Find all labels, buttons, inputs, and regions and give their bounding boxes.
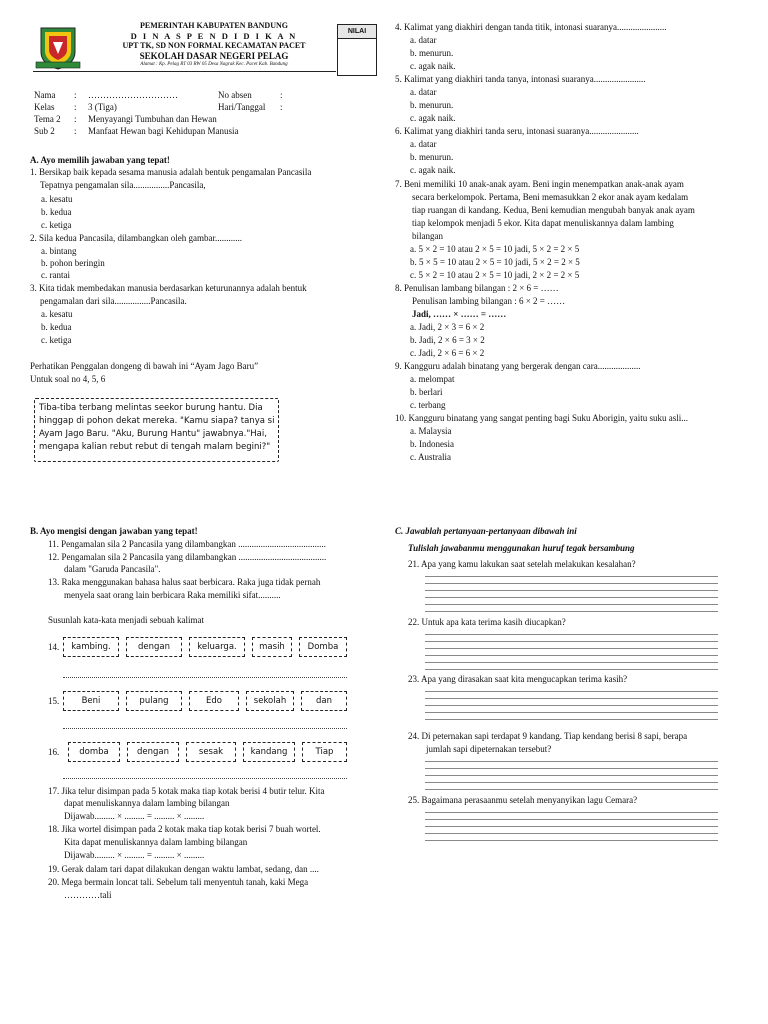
answer-line[interactable] bbox=[425, 662, 718, 663]
option[interactable]: c. Australia bbox=[410, 452, 451, 462]
question-17: 17. Jika telur disimpan pada 5 kotak maka tiap kotak berisi 4 butir telur. Kita bbox=[48, 786, 325, 796]
question-8-cont: Jadi, …… × …… = …… bbox=[412, 309, 507, 319]
question-7-cont: bilangan bbox=[412, 231, 443, 241]
option[interactable]: a. Malaysia bbox=[410, 426, 452, 436]
question-13-cont: menyela saat orang lain berbicara Raka memiliki sifat.......... bbox=[64, 590, 281, 600]
section-a-title: A. Ayo memilih jawaban yang tepat! bbox=[30, 155, 170, 165]
question-7-cont: tiap kelompok menjadi 5 ekor. Kita dapat menuliskannya dalam lambing bbox=[412, 218, 674, 228]
question-7: 7. Beni memiliki 10 anak-anak ayam. Beni ingin menempatkan anak-anak ayam bbox=[395, 179, 684, 189]
story-line: hinggap di pohon dekat mereka. "Kamu siapa? tanya si bbox=[39, 416, 275, 426]
question-2: 2. Sila kedua Pancasila, dilambangkan oleh gambar............ bbox=[30, 233, 242, 243]
answer-line[interactable] bbox=[425, 648, 718, 649]
option[interactable]: b. kedua bbox=[41, 322, 72, 332]
score-box bbox=[337, 24, 377, 76]
question-18-cont: Kita dapat menuliskannya dalam lambing bilangan bbox=[64, 837, 248, 847]
option[interactable]: b. menurun. bbox=[410, 100, 454, 110]
answer-line[interactable] bbox=[425, 712, 718, 713]
question-12: 12. Pengamalan sila 2 Pancasila yang dilambangkan ....................................... bbox=[48, 552, 327, 562]
answer-line[interactable] bbox=[425, 826, 718, 827]
word-card[interactable]: sekolah bbox=[246, 691, 294, 711]
hari-label: Hari/Tanggal bbox=[218, 102, 266, 112]
question-4: 4. Kalimat yang diakhiri dengan tanda titik, intonasi suaranya...................... bbox=[395, 22, 667, 32]
answer-line[interactable] bbox=[425, 669, 718, 670]
question-7-cont: tiap ruangan di kandang. Kedua, Beni kemudian mengubah banyak anak ayam bbox=[412, 205, 695, 215]
question-16: 16. bbox=[48, 747, 60, 757]
word-card[interactable]: dan bbox=[301, 691, 347, 711]
nama-field[interactable]: ………………………… bbox=[88, 90, 178, 100]
header-line-3: UPT TK, SD NON FORMAL KECAMATAN PACET bbox=[122, 41, 306, 50]
question-20: 20. Mega bermain loncat tali. Sebelum tali menyentuh tanah, kaki Mega bbox=[48, 877, 309, 887]
question-24-cont: jumlah sapi dipeternakan tersebut? bbox=[426, 744, 552, 754]
question-18: 18. Jika wortel disimpan pada 2 kotak maka tiap kotak berisi 7 buah wortel. bbox=[48, 824, 321, 834]
word-card[interactable]: Beni bbox=[63, 691, 119, 711]
option[interactable]: a. datar bbox=[410, 35, 437, 45]
question-3: 3. Kita tidak membedakan manusia berdasarkan keturunannya adalah bentuk bbox=[30, 283, 307, 293]
answer-line[interactable] bbox=[425, 705, 718, 706]
answer-line[interactable] bbox=[425, 833, 718, 834]
header-line-2: D I N A S P E N D I D I K A N bbox=[130, 31, 298, 41]
colon: : bbox=[280, 90, 283, 100]
header-school-name: SEKOLAH DASAR NEGERI PELAG bbox=[139, 51, 289, 61]
score-label: NILAI bbox=[338, 25, 376, 39]
sub-value: Manfaat Hewan bagi Kehidupan Manusia bbox=[88, 126, 239, 136]
question-8: 8. Penulisan lambang bilangan : 2 × 6 = …… bbox=[395, 283, 559, 293]
question-8-cont: Penulisan lambing bilangan : 6 × 2 = …… bbox=[412, 296, 566, 306]
answer-line[interactable] bbox=[425, 819, 718, 820]
option[interactable]: b. berlari bbox=[410, 387, 443, 397]
answer-line[interactable] bbox=[63, 677, 347, 678]
answer-line[interactable] bbox=[425, 597, 718, 598]
option[interactable]: b. kedua bbox=[41, 207, 72, 217]
option[interactable]: a. melompat bbox=[410, 374, 455, 384]
word-card[interactable]: masih bbox=[252, 637, 292, 657]
answer-line[interactable] bbox=[425, 812, 718, 813]
answer-line[interactable] bbox=[425, 782, 718, 783]
answer-line[interactable] bbox=[63, 728, 347, 729]
word-card[interactable]: pulang bbox=[126, 691, 182, 711]
option[interactable]: c. ketiga bbox=[41, 220, 72, 230]
answer-line[interactable] bbox=[425, 634, 718, 635]
question-22: 22. Untuk apa kata terima kasih diucapkan? bbox=[408, 617, 566, 627]
arrange-instruction: Susunlah kata-kata menjadi sebuah kalimat bbox=[48, 615, 204, 625]
option[interactable]: c. agak naik. bbox=[410, 113, 456, 123]
question-21: 21. Apa yang kamu lakukan saat setelah melakukan kesalahan? bbox=[408, 559, 636, 569]
header-line-1: PEMERINTAH KABUPATEN BANDUNG bbox=[139, 21, 288, 30]
option[interactable]: a. bintang bbox=[41, 246, 77, 256]
option[interactable]: b. Jadi, 2 × 6 = 3 × 2 bbox=[410, 335, 485, 345]
question-6: 6. Kalimat yang diakhiri tanda seru, intonasi suaranya...................... bbox=[395, 126, 639, 136]
question-15: 15. bbox=[48, 696, 60, 706]
question-19: 19. Gerak dalam tari dapat dilakukan dengan waktu lambat, sedang, dan .... bbox=[48, 864, 319, 874]
question-17-answer[interactable]: Dijawab......... × ......... = ......... × ......... bbox=[64, 811, 205, 821]
section-c-title: C. Jawablah pertanyaan-pertanyaan dibawah ini bbox=[395, 526, 577, 536]
question-14: 14. bbox=[48, 642, 60, 652]
answer-line[interactable] bbox=[425, 775, 718, 776]
option[interactable]: a. kesatu bbox=[41, 309, 73, 319]
option[interactable]: b. menurun. bbox=[410, 152, 454, 162]
option[interactable]: c. ketiga bbox=[41, 335, 72, 345]
header-address: Alamat : Kp. Pelag RT 03 RW 05 Desa Nagrak Kec. Pacet Kab. Bandung bbox=[140, 62, 288, 67]
answer-line[interactable] bbox=[425, 611, 718, 612]
question-9: 9. Kangguru adalah binatang yang bergerak dengan cara................... bbox=[395, 361, 641, 371]
answer-line[interactable] bbox=[425, 768, 718, 769]
question-18-answer[interactable]: Dijawab......... × ......... = ......... × ......... bbox=[64, 850, 205, 860]
question-3-cont: pengamalan dari sila................Pancasila. bbox=[40, 296, 187, 306]
answer-line[interactable] bbox=[425, 691, 718, 692]
answer-line[interactable] bbox=[425, 590, 718, 591]
story-line: Ayam Jago Baru. "Aku, Burung Hantu" jawabnya."Hai, bbox=[39, 429, 267, 439]
kelas-value: 3 (Tiga) bbox=[88, 102, 117, 112]
word-card[interactable]: keluarga. bbox=[189, 637, 245, 657]
option[interactable]: b. pohon beringin bbox=[41, 258, 105, 268]
word-card[interactable]: domba bbox=[68, 742, 120, 762]
question-1-cont: Tepatnya pengamalan sila................Pancasila, bbox=[40, 180, 206, 190]
story-intro: Perhatikan Penggalan dongeng di bawah ini “Ayam Jago Baru” bbox=[30, 361, 259, 371]
answer-line[interactable] bbox=[425, 655, 718, 656]
word-card[interactable]: Tiap bbox=[302, 742, 347, 762]
answer-line[interactable] bbox=[425, 576, 718, 577]
answer-line[interactable] bbox=[425, 761, 718, 762]
option[interactable]: a. Jadi, 2 × 3 = 6 × 2 bbox=[410, 322, 485, 332]
answer-line[interactable] bbox=[425, 698, 718, 699]
question-10: 10. Kangguru binatang yang sangat penting bagi Suku Aborigin, yaitu suku asli... bbox=[395, 413, 688, 423]
question-17-cont: dapat menuliskannya dalam lambing bilangan bbox=[64, 798, 230, 808]
word-card[interactable]: dengan bbox=[126, 637, 182, 657]
question-23: 23. Apa yang dirasakan saat kita mengucapkan terima kasih? bbox=[408, 674, 628, 684]
colon: : bbox=[74, 102, 77, 112]
bandung-regency-logo bbox=[33, 22, 83, 72]
nama-label: Nama bbox=[34, 90, 56, 100]
question-5: 5. Kalimat yang diakhiri tanda tanya, intonasi suaranya....................... bbox=[395, 74, 646, 84]
colon: : bbox=[74, 126, 77, 136]
question-20-cont: …………tali bbox=[64, 890, 112, 900]
section-c-subtitle: Tulislah jawabanmu menggunakan huruf tegak bersambung bbox=[408, 543, 635, 553]
colon: : bbox=[280, 102, 283, 112]
absen-label: No absen bbox=[218, 90, 252, 100]
option[interactable]: b. 5 × 5 = 10 atau 2 × 5 = 10 jadi, 5 × 2 = 2 × 5 bbox=[410, 257, 580, 267]
question-7-cont: secara berkelompok. Pertama, Beni memasukkan 2 ekor anak ayam kedalam bbox=[412, 192, 689, 202]
word-card[interactable]: kandang bbox=[243, 742, 295, 762]
option[interactable]: b. Indonesia bbox=[410, 439, 454, 449]
answer-line[interactable] bbox=[425, 719, 718, 720]
option[interactable]: c. 5 × 2 = 10 atau 2 × 5 = 10 jadi, 2 × 2 = 2 × 5 bbox=[410, 270, 580, 280]
header-rule bbox=[33, 71, 336, 72]
sub-label: Sub 2 bbox=[34, 126, 55, 136]
question-25: 25. Bagaimana perasaanmu setelah menyanyikan lagu Cemara? bbox=[408, 795, 638, 805]
word-card[interactable]: kambing. bbox=[63, 637, 119, 657]
question-1: 1. Bersikap baik kepada sesama manusia adalah bentuk pengamalan Pancasila bbox=[30, 167, 312, 177]
colon: : bbox=[74, 90, 77, 100]
question-11: 11. Pengamalan sila 2 Pancasila yang dilambangkan ....................................... bbox=[48, 539, 326, 549]
word-card[interactable]: Domba bbox=[299, 637, 347, 657]
question-13: 13. Raka menggunakan bahasa halus saat berbicara. Raka juga tidak pernah bbox=[48, 577, 321, 587]
question-24: 24. Di peternakan sapi terdapat 9 kandang. Tiap kendang berisi 8 sapi, berapa bbox=[408, 731, 688, 741]
word-card[interactable]: sesak bbox=[186, 742, 236, 762]
answer-line[interactable] bbox=[63, 778, 347, 779]
option[interactable]: b. menurun. bbox=[410, 48, 454, 58]
question-12-cont: dalam "Garuda Pancasila". bbox=[64, 564, 161, 574]
answer-line[interactable] bbox=[425, 604, 718, 605]
option[interactable]: c. agak naik. bbox=[410, 61, 456, 71]
colon: : bbox=[74, 114, 77, 124]
kelas-label: Kelas bbox=[34, 102, 55, 112]
answer-line[interactable] bbox=[425, 641, 718, 642]
answer-line[interactable] bbox=[425, 789, 718, 790]
word-card[interactable]: Edo bbox=[189, 691, 239, 711]
tema-label: Tema 2 bbox=[34, 114, 61, 124]
option[interactable]: a. kesatu bbox=[41, 194, 73, 204]
story-line: mengapa kalian rebut rebut di tengah malam begini?" bbox=[39, 442, 271, 452]
tema-value: Menyayangi Tumbuhan dan Hewan bbox=[88, 114, 217, 124]
story-line: Tiba-tiba terbang melintas seekor burung hantu. Dia bbox=[39, 403, 263, 413]
option[interactable]: a. 5 × 2 = 10 atau 2 × 5 = 10 jadi, 5 × 2 = 2 × 5 bbox=[410, 244, 580, 254]
option[interactable]: a. datar bbox=[410, 139, 437, 149]
option[interactable]: c. rantai bbox=[41, 270, 70, 280]
word-card[interactable]: dengan bbox=[127, 742, 179, 762]
option[interactable]: c. Jadi, 2 × 6 = 6 × 2 bbox=[410, 348, 485, 358]
section-b-title: B. Ayo mengisi dengan jawaban yang tepat! bbox=[30, 526, 198, 536]
answer-line[interactable] bbox=[425, 840, 718, 841]
option[interactable]: c. terbang bbox=[410, 400, 446, 410]
option[interactable]: a. datar bbox=[410, 87, 437, 97]
answer-line[interactable] bbox=[425, 583, 718, 584]
option[interactable]: c. agak naik. bbox=[410, 165, 456, 175]
story-questions-note: Untuk soal no 4, 5, 6 bbox=[30, 374, 106, 384]
